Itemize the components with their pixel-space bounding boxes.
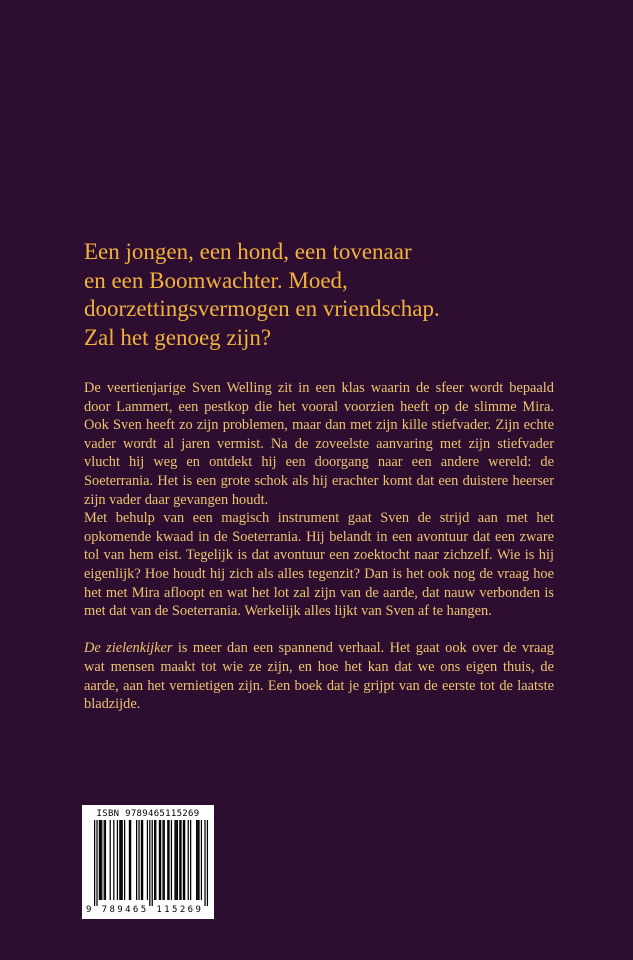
barcode-bar (174, 820, 175, 900)
barcode-bar (207, 820, 208, 906)
tagline-line: en een Boomwachter. Moed, (84, 267, 348, 293)
blurb-paragraph-3 (84, 639, 554, 713)
barcode-bar (122, 820, 123, 900)
barcode-bar (130, 820, 131, 900)
barcode-bar (129, 820, 130, 900)
blurb (84, 379, 554, 714)
barcode-bar (171, 820, 172, 900)
barcode-bar (141, 820, 142, 900)
barcode-bar (105, 820, 106, 900)
barcode-bar (204, 820, 205, 906)
barcode-bar (99, 820, 100, 900)
barcode-bar (184, 820, 185, 900)
barcode-bar (136, 820, 137, 900)
barcode-bar (176, 820, 177, 900)
barcode-bar (110, 820, 111, 900)
barcode-bar (147, 820, 148, 900)
tagline-line: Een jongen, een hond, een tovenaar (84, 239, 412, 264)
tagline (84, 238, 554, 352)
barcode-bar (168, 820, 169, 900)
barcode-bar (164, 820, 165, 900)
barcode-bar (190, 820, 191, 900)
barcode-bar (124, 820, 125, 900)
barcode-bars (86, 820, 210, 906)
isbn-label: ISBN 9789465115269 (96, 809, 200, 819)
barcode-bar (197, 820, 198, 900)
barcode-bar (117, 820, 118, 900)
barcode-bar (120, 820, 121, 900)
barcode-bar (201, 820, 202, 900)
barcode-bar (119, 820, 120, 900)
isbn-barcode (82, 805, 214, 919)
blurb-paragraph-3-text: is meer dan een spannend verhaal. Het gaat ook over de vraag wat mensen maakt tot wie ze zijn, en hoe het kan dat we ons eigen thuis, de aarde, aan het vernietigen zijn. Een boek dat je grijpt van de eerste tot de laatste bladzijde. (84, 640, 555, 713)
barcode-bar (167, 820, 168, 900)
barcode-bar (154, 820, 155, 900)
barcode-bar (188, 820, 189, 900)
barcode-bar (155, 820, 156, 900)
barcode-bar (100, 820, 101, 900)
barcode-bar (104, 820, 105, 900)
blurb-paragraph-1: De veertienjarige Sven Welling zit in een klas waarin de sfeer wordt bepaald door Lammert, een pestkop die het vooral voorzien heeft op de slimme Mira. Ook Sven heeft zo zijn problemen, maar dan met zijn kille stiefvader. Zijn echte vader wordt al jaren vermist. Na de zoveelste aanvaring met zijn stiefvader vlucht hij weg en ontdekt hij een doorgang naar een andere wereld: de Soeterrania. Het is een grote schok als hij erachter komt dat een duistere heerser zijn vader daar gevangen houdt. (84, 380, 554, 508)
barcode-digits: 9 789465 115269 (86, 905, 204, 915)
barcode-bar (138, 820, 139, 900)
barcode-bar (96, 820, 97, 906)
barcode-bar (180, 820, 181, 900)
barcode-bar (177, 820, 178, 900)
barcode-bar (196, 820, 197, 900)
barcode-bar (160, 820, 161, 900)
tagline-line: Zal het genoeg zijn? (84, 324, 272, 350)
book-title: De zielenkijker (84, 640, 173, 657)
tagline-line: doorzettingsvermogen en vriendschap. (84, 296, 440, 321)
barcode-bar (142, 820, 143, 900)
barcode-bar (113, 820, 114, 900)
barcode-bar (179, 820, 180, 900)
barcode-bar (159, 820, 160, 900)
barcode-bar (183, 820, 184, 900)
barcode-bar (162, 820, 163, 900)
barcode-bar (198, 820, 199, 900)
blurb-paragraph-2: Met behulp van een magisch instrument gaat Sven de strijd aan met het opkomende kwaad in de Soeterrania. Hij belandt in een avontuur dat een zware tol van hem eist. Tegelijk is dat avontuur een zoektocht naar zichzelf. Wie is hij eigenlijk? Hoe houdt hij zich als alles tegenzit? Dan is het ook nog de vraag hoe het met Mira afloopt en wat het lot zal zijn van de aarde, dat nauw verbonden is met dat van de Soeterrania. Werkelijk alles lijkt van Sven af te hangen. (84, 510, 554, 620)
barcode-bar (149, 820, 150, 906)
barcode-bar (94, 820, 95, 906)
barcode-bar (101, 820, 102, 900)
barcode-bar (152, 820, 153, 906)
